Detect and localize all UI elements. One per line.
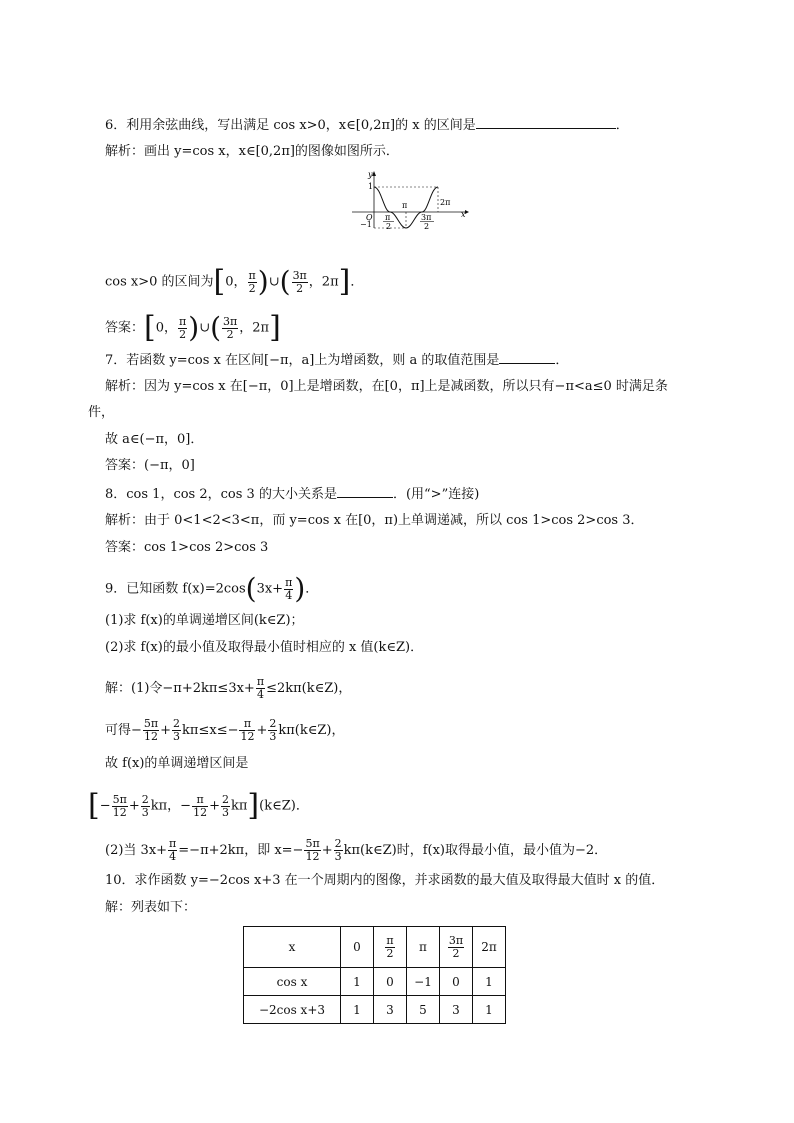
svg-text:3π: 3π <box>421 213 432 222</box>
svg-text:1: 1 <box>368 182 374 191</box>
problem-6-question: 6．利用余弦曲线，写出满足 cos x>0，x∈[0,2π]的 x 的区间是 ． <box>105 118 629 133</box>
svg-text:x: x <box>461 210 466 219</box>
problem-10-solution: 解：列表如下： <box>105 900 197 915</box>
svg-text:2π: 2π <box>440 198 451 207</box>
svg-text:y: y <box>368 170 373 179</box>
problem-9-question: 9．已知函数 f(x)=2cos(3x+ $\frac{\pi}{4}$ )． <box>105 572 319 605</box>
problem-9-sub1: (1)求 f(x)的单调递增区间(k∈Z)； <box>105 613 304 628</box>
problem-9-step1: 解：(1)令−π+2kπ≤3x+ $\frac{\pi}{4}$ ≤2kπ(k∈Z)， <box>105 675 352 701</box>
answer-blank <box>337 485 393 498</box>
problem-7-question: 7．若函数 y=cos x 在区间[−π，a]上为增函数，则 a 的取值范围是 ． <box>105 353 569 368</box>
cosine-graph <box>348 170 473 230</box>
problem-6-solution: 解析：画出 y=cos x，x∈[0,2π]的图像如图所示． <box>105 144 399 159</box>
problem-8-solution: 解析：由于 0<1<2<3<π，而 y=cos x 在[0，π)上单调递减，所以 cos 1>cos 2>cos 3． <box>105 513 644 528</box>
svg-text:2: 2 <box>386 222 392 230</box>
problem-7-answer: 答案：(−π，0] <box>105 458 195 473</box>
problem-9-step2: 可得− $\frac{5\pi}{12}$ + $\frac{2}{3}$ kπ≤x≤− $\frac{\pi}{12}$ + $\frac{2}{3}$ kπ(k∈Z)， <box>105 717 345 743</box>
problem-6-answer: 答案：[0， $\frac{\pi}{2}$ )∪( $\frac{3\pi}{2}$ ，2π] <box>105 310 281 345</box>
problem-7-solution: 解析：因为 y=cos x 在[−π，0]上是增函数，在[0，π]上是减函数，所以只有−π<a≤0 时满足条 <box>105 379 668 394</box>
problem-9-sub2: (2)求 f(x)的最小值及取得最小值时相应的 x 值(k∈Z)． <box>105 640 424 655</box>
problem-8-question: 8．cos 1，cos 2，cos 3 的大小关系是 ．(用“>”连接) <box>105 487 480 502</box>
problem-10-question: 10．求作函数 y=−2cos x+3 在一个周期内的图像，并求函数的最大值及取得最大值时 x 的值． <box>105 873 665 888</box>
value-table <box>243 926 506 1024</box>
svg-text:O: O <box>366 213 373 222</box>
svg-text:−1: −1 <box>360 220 372 229</box>
problem-7-solution-cont2: 故 a∈(−π，0]． <box>105 432 204 447</box>
problem-9-step3: 故 f(x)的单调递增区间是 <box>105 756 249 771</box>
answer-blank <box>476 116 616 129</box>
problem-8-answer: 答案：cos 1>cos 2>cos 3 <box>105 540 269 555</box>
table-row: x 0 $\frac{\pi}{2}$ π $\frac{3\pi}{2}$ 2π <box>244 927 506 968</box>
problem-7-solution-cont: 件， <box>88 405 115 420</box>
problem-6-interval: cos x>0 的区间为[0， $\frac{\pi}{2}$ )∪( $\frac{3\pi}{2}$ ，2π]． <box>105 264 364 299</box>
svg-text:π: π <box>385 213 391 222</box>
table-row: −2cos x+3 1 3 5 3 1 <box>244 996 506 1024</box>
table-row: cos x 1 0 −1 0 1 <box>244 968 506 996</box>
problem-9-step5: (2)当 3x+ $\frac{\pi}{4}$ =−π+2kπ，即 x=− $\frac{5\pi}{12}$ + $\frac{2}{3}$ kπ(k∈Z)时，f(x)取得最小值，最小值为−2． <box>105 837 608 863</box>
answer-blank <box>499 351 555 364</box>
svg-text:2: 2 <box>424 222 430 230</box>
problem-9-step4: [− $\frac{5\pi}{12}$ + $\frac{2}{3}$ kπ，− $\frac{\pi}{12}$ + $\frac{2}{3}$ kπ](k∈Z)． <box>88 788 309 823</box>
svg-text:π: π <box>402 201 408 210</box>
